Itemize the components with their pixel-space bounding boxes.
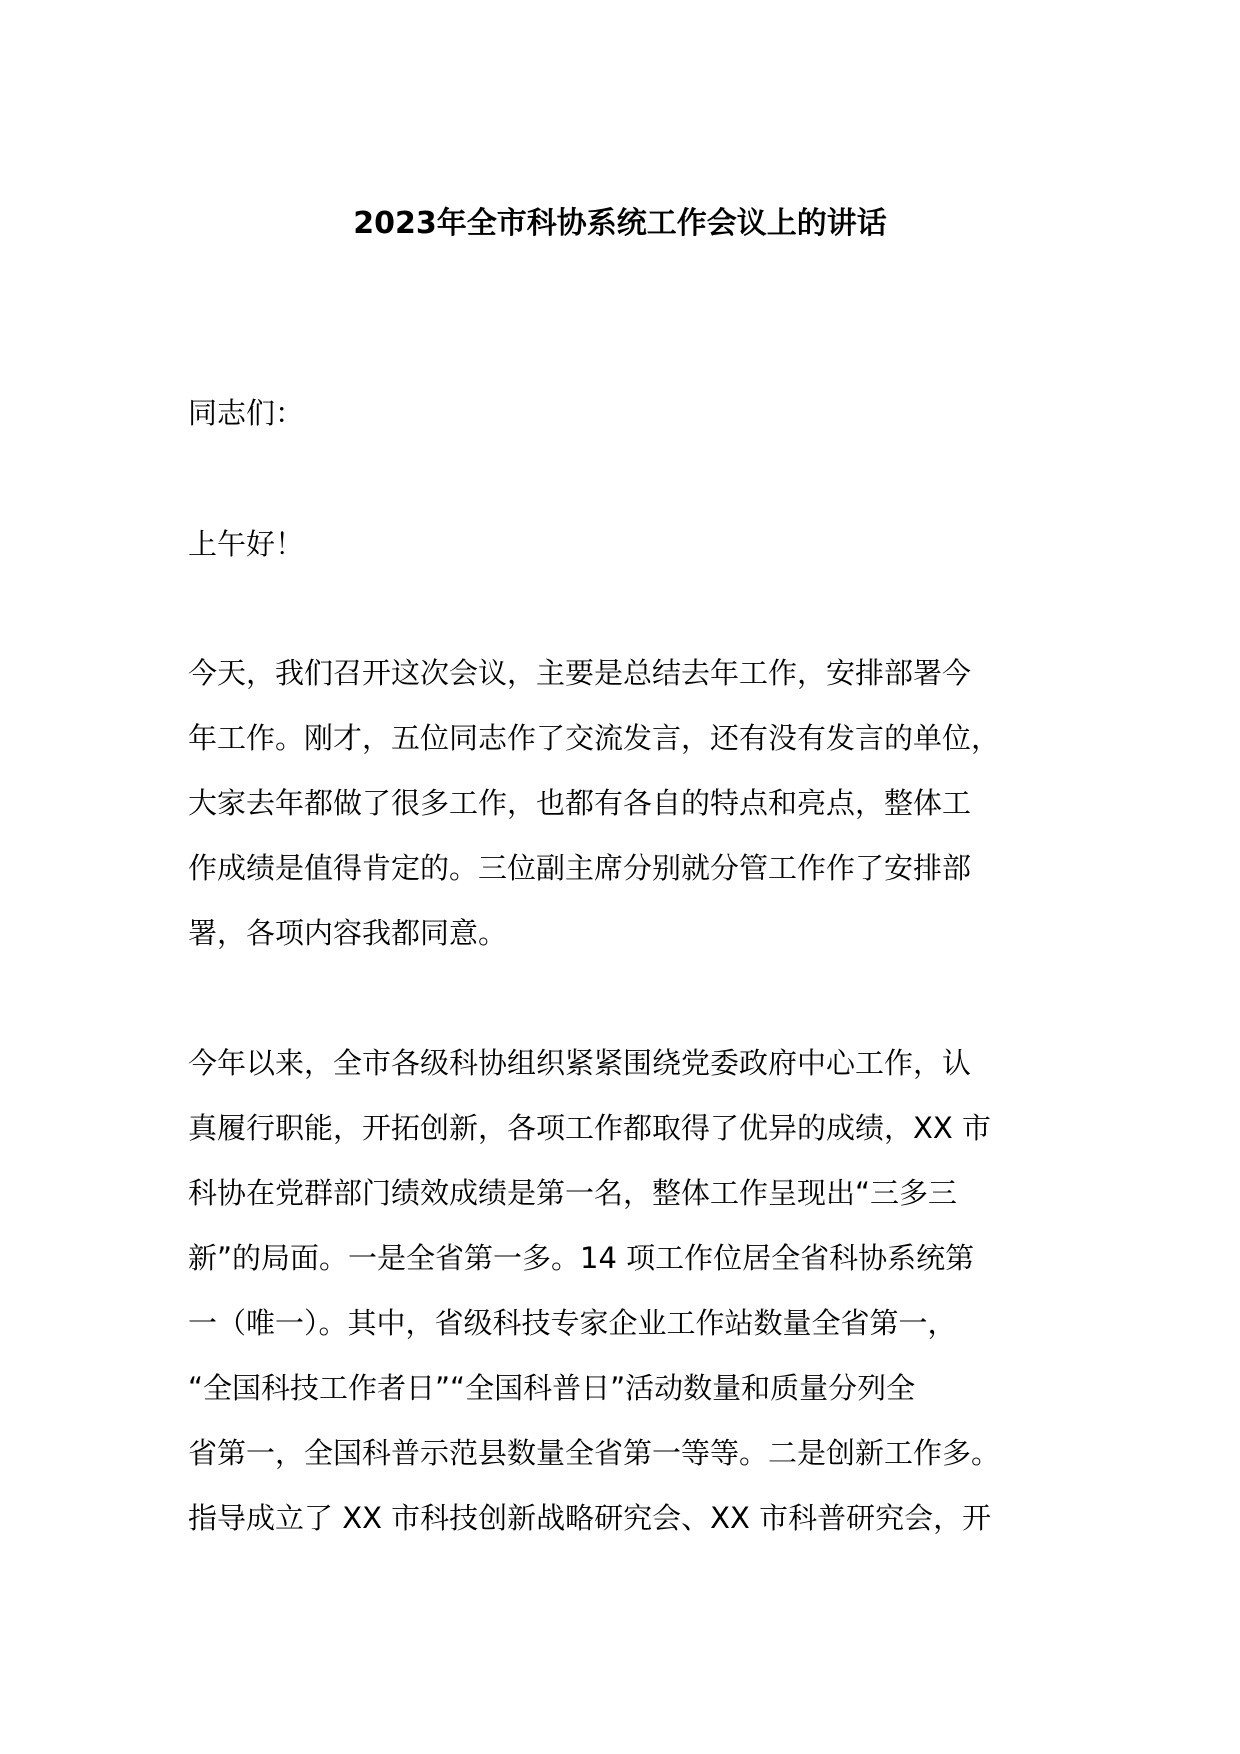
- salutation: 同志们：: [188, 396, 305, 430]
- paragraph-line: 新”的局面。一是全省第一多。14 项工作位居全省科协系统第: [188, 1241, 975, 1275]
- paragraph-line: 大家去年都做了很多工作，也都有各自的特点和亮点，整体工: [188, 786, 972, 820]
- paragraph-line: 一（唯一）。其中，省级科技专家企业工作站数量全省第一，: [188, 1306, 957, 1340]
- document-title: 2023年全市科协系统工作会议上的讲话: [353, 206, 887, 241]
- paragraph-line: 真履行职能，开拓创新，各项工作都取得了优异的成绩，XX 市: [188, 1111, 991, 1145]
- greeting: 上午好！: [188, 527, 305, 561]
- paragraph-line: 今年以来，全市各级科协组织紧紧围绕党委政府中心工作，认: [188, 1046, 972, 1080]
- paragraph-line: 指导成立了 XX 市科技创新战略研究会、XX 市科普研究会，开: [188, 1501, 992, 1535]
- paragraph-line: 年工作。刚才，五位同志作了交流发言，还有没有发言的单位，: [188, 721, 1001, 755]
- paragraph-line: 科协在党群部门绩效成绩是第一名，整体工作呈现出“三多三: [188, 1176, 958, 1210]
- paragraph-line: “全国科技工作者日”“全国科普日”活动数量和质量分列全: [188, 1371, 916, 1405]
- paragraph-line: 署，各项内容我都同意。: [188, 916, 508, 950]
- paragraph-line: 作成绩是值得肯定的。三位副主席分别就分管工作作了安排部: [188, 851, 972, 885]
- paragraph-line: 省第一，全国科普示范县数量全省第一等等。二是创新工作多。: [188, 1436, 1001, 1470]
- paragraph-line: 今天，我们召开这次会议，主要是总结去年工作，安排部署今: [188, 656, 972, 690]
